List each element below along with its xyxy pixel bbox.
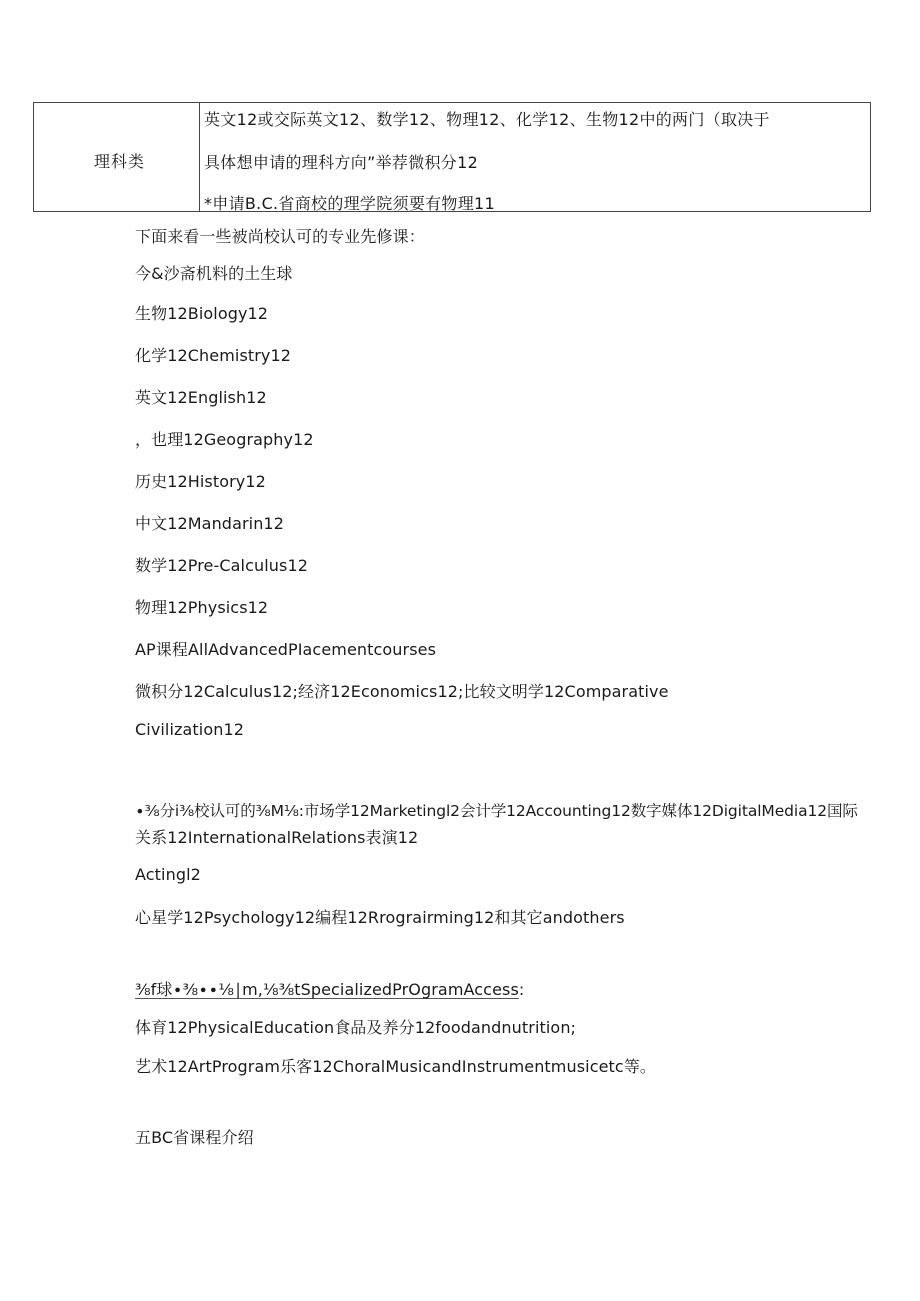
paragraph-line: 体育12PhysicalEducation食品及养分12foodandnutrition;: [135, 1018, 577, 1037]
specialized-heading-colon: :: [518, 980, 525, 999]
table-category-label: 理科类: [94, 152, 146, 171]
table-requirement-line: 具体想申请的理科方向”举荐微积分12: [204, 153, 479, 172]
course-item: ，也理12Geography12: [135, 430, 314, 449]
course-item: AP课程AllAdvancedPIacementcourses: [135, 640, 437, 659]
table-requirement-line: 英文12或交际英文12、数学12、物理12、化学12、生物12中的两门（取决于: [204, 110, 770, 129]
course-item: 中文12Mandarin12: [135, 514, 284, 533]
table-requirements-cell: [201, 103, 871, 211]
requirements-table: [33, 102, 871, 212]
course-item: 物理12Physics12: [135, 598, 269, 617]
paragraph-line: Actingl2: [135, 865, 201, 884]
paragraph-line: ∙⅜分i⅜校认可的⅜M⅛:市场学12Marketingl2会计学12Accounting12数字媒体12DigitalMedia12国际: [135, 802, 858, 820]
table-requirement-line: *申请B.C.省商校的理学院须要有物理11: [204, 194, 495, 213]
section-title: 五BC省课程介绍: [135, 1128, 254, 1147]
paragraph-line: 心星学12Psychology12编程12Rrograirming12和其它andothers: [135, 908, 625, 927]
specialized-heading: [135, 977, 524, 1000]
course-item: 化学12Chemistry12: [135, 346, 292, 365]
course-item: 生物12Biology12: [135, 304, 269, 323]
paragraph-line: 关系12InternationalRelations表演12: [135, 828, 419, 847]
course-item: 数学12Pre-Calculus12: [135, 556, 309, 575]
course-item: 微积分12Calculus12;经济12Economics12;比较文明学12Comparative: [135, 682, 669, 701]
course-item: Civilization12: [135, 720, 245, 739]
table-category-cell: [34, 103, 200, 211]
paragraph-line: 艺术12ArtProgram乐客12ChoralMusicandInstrumentmusicetc等。: [135, 1057, 657, 1076]
specialized-heading-text: ⅜f球∙⅜∙∙⅛∣m,⅛⅜tSpecializedPrOgramAccess: [135, 980, 519, 999]
intro-text: 下面来看一些被尚校认可的专业先修课：: [135, 227, 425, 246]
course-item: 英文12English12: [135, 388, 267, 407]
course-item: 历史12History12: [135, 472, 266, 491]
section-heading: 今&沙斋机料的土生球: [135, 264, 293, 283]
